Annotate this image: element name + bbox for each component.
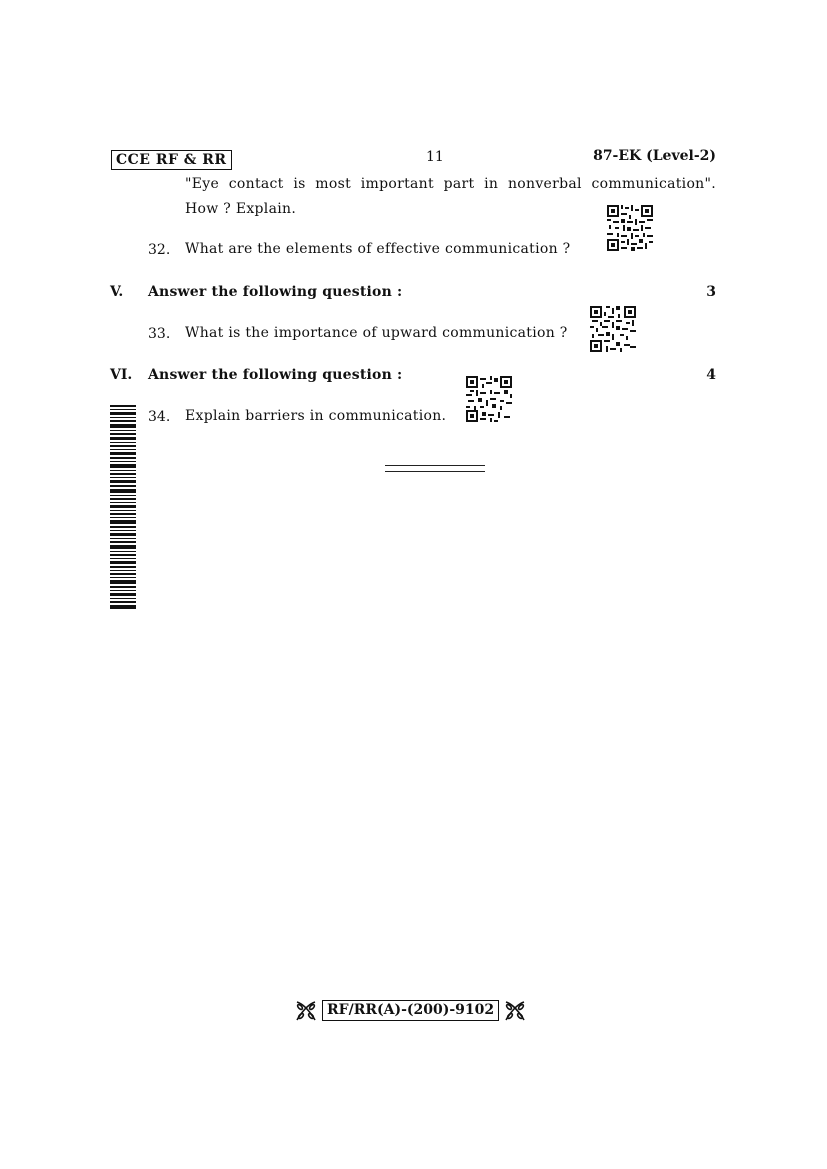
section-6-number: VI. (110, 367, 133, 383)
q32-number: 32. (148, 242, 171, 258)
q32-text: What are the elements of effective communication ? (185, 241, 571, 257)
q34-number: 34. (148, 409, 171, 425)
q31-continuation-line2: How ? Explain. (185, 201, 297, 217)
barcode-icon (110, 405, 136, 609)
section-6-marks: 4 (706, 367, 716, 383)
end-of-paper-rule (385, 465, 485, 472)
paper-code: 87-EK (Level-2) (593, 148, 716, 164)
q33-number: 33. (148, 326, 171, 342)
q33-text: What is the importance of upward communication ? (185, 325, 568, 341)
qr-code-icon (590, 306, 636, 352)
page-number: 11 (426, 149, 444, 165)
qr-code-icon (466, 376, 512, 422)
ornament-icon (503, 999, 527, 1023)
footer-code: RF/RR(A)-(200)-9102 (322, 1000, 499, 1021)
section-5-number: V. (110, 284, 124, 300)
qr-code-icon (607, 205, 653, 251)
section-5-title: Answer the following question : (148, 284, 403, 300)
q31-continuation-line1: "Eye contact is most important part in nonverbal communication". (185, 176, 716, 192)
ornament-icon (294, 999, 318, 1023)
section-5-marks: 3 (706, 284, 716, 300)
header-code: CCE RF & RR (111, 150, 232, 170)
section-6-title: Answer the following question : (148, 367, 403, 383)
q34-text: Explain barriers in communication. (185, 408, 447, 424)
